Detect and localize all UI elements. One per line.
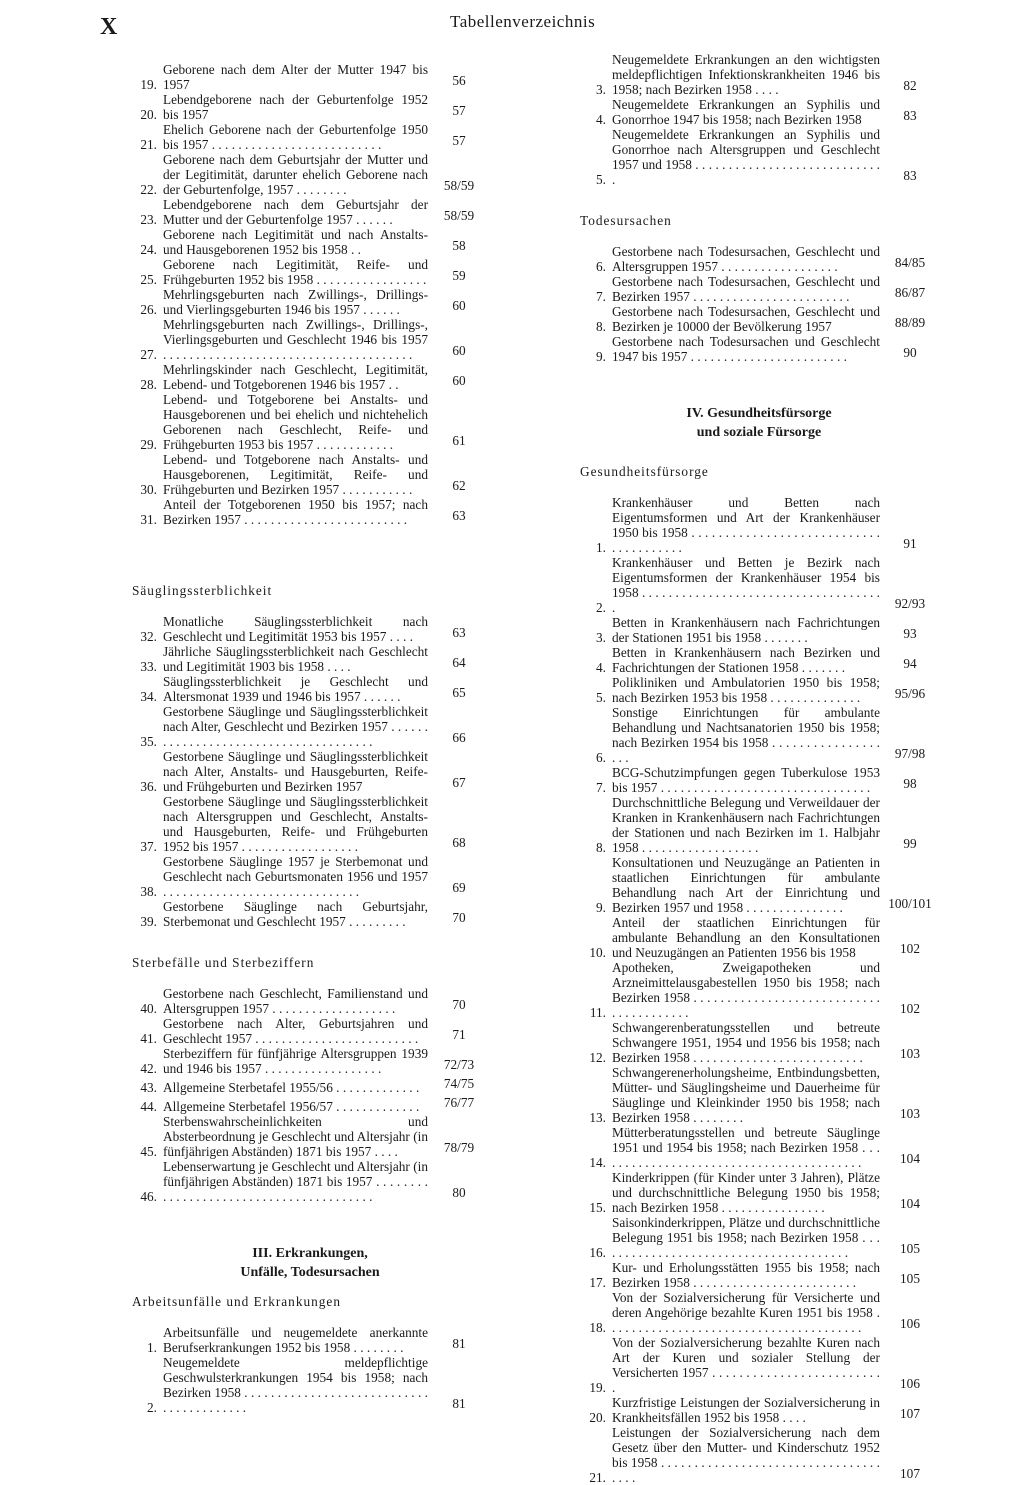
toc-entry-number: 20. (140, 107, 157, 122)
toc-entry-title: Neugemeldete meldepflichtige Geschwulsterkrankungen 1954 bis 1958; nach Bezirken 1958 . . . . . . . . . . . . . . . . . . . . . . . . . . . . . . . . . . . . . . . . . (163, 1355, 428, 1415)
toc-entry-title: Gestorbene Säuglinge und Säuglingssterblichkeit nach Alter, Anstalts- und Hausgeburten, Reife- und Frühgeburten und Bezirken 1957 (163, 749, 428, 794)
right-entries-a (578, 52, 940, 187)
toc-entry-page: 74/75 (443, 1076, 475, 1091)
toc-entry-number: 8. (596, 319, 606, 334)
toc-entry-title: Konsultationen und Neuzugänge an Patienten in staatlichen Einrichtungen für ambulante Behandlung nach Art der Einrichtung und Bezirken 1957 und 1958 . . . . . . . . . . . . . . . (612, 855, 880, 915)
toc-entry-page: 81 (452, 1396, 466, 1411)
left-entries-d (130, 1325, 490, 1415)
toc-entry-page: 60 (452, 298, 466, 313)
toc-entry-page: 58 (452, 238, 466, 253)
toc-entry-title: Geborene nach Legitimität und nach Anstalts- und Hausgeborenen 1952 bis 1958 . . (163, 227, 428, 257)
toc-entry-title: Lebendgeborene nach dem Geburtsjahr der Mutter und der Geburtenfolge 1957 . . . . . . (163, 197, 428, 227)
toc-entry-page: 100/101 (888, 896, 932, 911)
toc-entry-title: Neugemeldete Erkrankungen an den wichtigsten meldepflichtigen Infektionskrankheiten 1946 bis 1958; nach Bezirken 1958 . . . . (612, 52, 880, 97)
toc-entry-page: 65 (452, 685, 466, 700)
toc-entry-number: 1. (596, 540, 606, 555)
toc-entry (578, 645, 940, 675)
toc-entry-page: 83 (903, 168, 917, 183)
toc-entry-page: 58/59 (443, 178, 475, 193)
toc-entry-title: Krankenhäuser und Betten je Bezirk nach Eigentumsformen der Krankenhäuser 1954 bis 1958 . . . . . . . . . . . . . . . . . . . . . . . . . . . . . . . . . . . . . (612, 555, 880, 615)
toc-entry-title: Sonstige Einrichtungen für ambulante Behandlung und Nachtsanatorien 1950 bis 1958; nach Bezirken 1954 bis 1958 . . . . . . . . . . . . . . . . . . . (612, 705, 880, 765)
toc-entry (578, 555, 940, 615)
toc-entry-number: 27. (140, 347, 157, 362)
toc-entry-page: 103 (900, 1106, 920, 1121)
toc-entry-page: 60 (452, 343, 466, 358)
toc-entry-number: 25. (140, 272, 157, 287)
toc-entry-title: Durchschnittliche Belegung und Verweildauer der Kranken in Krankenhäusern nach Fachrichtungen der Stationen und nach Bezirken im 1. Halbjahr 1958 . . . . . . . . . . . . . . . . . . (612, 795, 880, 855)
toc-entry-number: 6. (596, 259, 606, 274)
toc-entry-title: Neugemeldete Erkrankungen an Syphilis und Gonorrhoe nach Altersgruppen und Geschlecht 1957 und 1958 . . . . . . . . . . . . . . . . . . . . . . . . . . . . . (612, 127, 880, 187)
toc-entry (578, 97, 940, 127)
toc-entry-page: 69 (452, 880, 466, 895)
toc-entry-title: Anteil der Totgeborenen 1950 bis 1957; nach Bezirken 1957 . . . . . . . . . . . . . . . . . . . . . . . . . (163, 497, 428, 527)
toc-entry-number: 37. (140, 839, 157, 854)
toc-entry-title: Mehrlingskinder nach Geschlecht, Legitimität, Lebend- und Totgeborenen 1946 bis 1957 . . (163, 362, 428, 392)
left-entries-a (130, 62, 490, 527)
toc-entry-number: 5. (596, 690, 606, 705)
toc-entry-title: Anteil der staatlichen Einrichtungen für ambulante Behandlung an den Konsultationen und Neuzugängen an Patienten 1956 bis 1958 (612, 915, 880, 960)
toc-entry-title: Säuglingssterblichkeit je Geschlecht und Altersmonat 1939 und 1946 bis 1957 . . . . . . (163, 674, 428, 704)
toc-entry-number: 7. (596, 780, 606, 795)
toc-entry-title: Gestorbene Säuglinge und Säuglingssterblichkeit nach Altersgruppen und Geschlecht, Anstalts- und Hausgeburten, Reife- und Frühgeburten 1952 bis 1957 . . . . . . . . . . . . . . . . . . (163, 794, 428, 854)
toc-entry-title: Mehrlingsgeburten nach Zwillings-, Drillings-, Vierlingsgeburten und Geschlecht 1946 bis 1957 . . . . . . . . . . . . . . . . . . . . . . . . . . . . . . . . . . . . . . (163, 317, 428, 362)
toc-entry (578, 52, 940, 97)
toc-entry-title: Mütterberatungsstellen und betreute Säuglinge 1951 und 1954 bis 1958; nach Bezirken 1958 . . . . . . . . . . . . . . . . . . . . . . . . . . . . . . . . . . . . . . . . . (612, 1125, 880, 1170)
toc-entry-page: 83 (903, 108, 917, 123)
part-iii-line2: Unfälle, Todesursachen (240, 1265, 380, 1280)
toc-entry-title: Sterbeziffern für fünfjährige Altersgruppen 1939 und 1946 bis 1957 . . . . . . . . . . . . . . . . . . (163, 1046, 428, 1076)
toc-entry-page: 90 (903, 345, 917, 360)
toc-entry-title: Geborene nach dem Geburtsjahr der Mutter und der Legitimität, darunter ehelich Geborene nach der Geburtenfolge, 1957 . . . . . . . . (163, 152, 428, 197)
toc-entry-title: Lebenserwartung je Geschlecht und Altersjahr (in fünfjährigen Abständen) 1871 bis 1957 . . . . . . . . . . . . . . . . . . . . . . . . . . . . . . . . . . . . . . . . (163, 1159, 428, 1204)
toc-entry-title: Allgemeine Sterbetafel 1956/57 . . . . . . . . . . . . . (163, 1099, 420, 1114)
right-entries-c (578, 495, 940, 1485)
toc-entry-title: Lebend- und Totgeborene nach Anstalts- und Hausgeborenen, Legitimität, Reife- und Frühgeburten und Bezirken 1957 . . . . . . . . . . . (163, 452, 428, 497)
toc-entry-title: Schwangerenberatungsstellen und betreute Schwangere 1951, 1954 und 1956 bis 1958; nach Bezirken 1958 . . . . . . . . . . . . . . . . . . . . . . . . . . (612, 1020, 880, 1065)
toc-entry-number: 23. (140, 212, 157, 227)
toc-entry (130, 287, 490, 317)
toc-entry-page: 84/85 (894, 255, 926, 270)
toc-entry-title: Krankenhäuser und Betten nach Eigentumsformen und Art der Krankenhäuser 1950 bis 1958 . . . . . . . . . . . . . . . . . . . . . . . . . . . . . . . . . . . . . . . (612, 495, 880, 555)
toc-entry-number: 18. (589, 1320, 606, 1335)
section-heading-saeuglingssterblichkeit: Säuglingssterblichkeit (132, 583, 273, 598)
toc-entry-number: 39. (140, 914, 157, 929)
toc-entry-number: 32. (140, 629, 157, 644)
toc-entry-page: 93 (903, 626, 917, 641)
toc-entry-title: Allgemeine Sterbetafel 1955/56 . . . . . . . . . . . . . (163, 1080, 420, 1095)
toc-entry-number: 2. (596, 600, 606, 615)
toc-entry-title: Von der Sozialversicherung für Versicherte und deren Angehörige bezahlte Kuren 1951 bis 1958 . . . . . . . . . . . . . . . . . . . . . . . . . . . . . . . . . . . . . . . (612, 1290, 880, 1335)
toc-entry (130, 794, 490, 854)
toc-entry-title: Gestorbene nach Todesursachen, Geschlecht und Bezirken 1957 . . . . . . . . . . . . . . . . . . . . . . . . (612, 274, 880, 304)
running-title: Tabellenverzeichnis (450, 12, 596, 31)
toc-entry-number: 45. (140, 1144, 157, 1159)
toc-entry-page: 97/98 (894, 746, 926, 761)
toc-entry-page: 76/77 (443, 1095, 475, 1110)
toc-entry-title: Sterbenswahrscheinlichkeiten und Absterbeordnung je Geschlecht und Altersjahr (in fünfjährigen Abständen) 1871 bis 1957 . . . . (163, 1114, 428, 1159)
toc-entry-page: 64 (452, 655, 466, 670)
left-column (130, 62, 490, 1415)
toc-entry (578, 1335, 940, 1395)
toc-entry-page: 72/73 (443, 1057, 475, 1072)
toc-entry-page: 66 (452, 730, 466, 745)
toc-entry-title: Von der Sozialversicherung bezahlte Kuren nach Art der Kuren und sozialer Stellung der Versicherten 1957 . . . . . . . . . . . . . . . . . . . . . . . . . . (612, 1335, 880, 1395)
toc-entry-number: 11. (589, 1005, 606, 1020)
toc-entry-title: Arbeitsunfälle und neugemeldete anerkannte Berufserkrankungen 1952 bis 1958 . . . . . . . . (163, 1325, 428, 1355)
toc-entry-page: 57 (452, 133, 466, 148)
toc-entry-page: 63 (452, 625, 466, 640)
toc-entry-page: 105 (900, 1271, 920, 1286)
toc-entry-number: 14. (589, 1155, 606, 1170)
toc-entry (130, 899, 490, 929)
toc-entry-title: Gestorbene Säuglinge 1957 je Sterbemonat und Geschlecht nach Geburtsmonaten 1956 und 1957 . . . . . . . . . . . . . . . . . . . . . . . . . . . . . . (163, 854, 428, 899)
page-header (0, 0, 1024, 40)
toc-entry-number: 4. (596, 112, 606, 127)
toc-entry-number: 20. (589, 1410, 606, 1425)
toc-entry-page: 94 (903, 656, 917, 671)
toc-entry-title: Jährliche Säuglingssterblichkeit nach Geschlecht und Legitimität 1903 bis 1958 . . . . (163, 644, 428, 674)
toc-entry (130, 392, 490, 452)
toc-entry-title: Polikliniken und Ambulatorien 1950 bis 1958; nach Bezirken 1953 bis 1958 . . . . . . . . . . . . . . (612, 675, 880, 705)
toc-entry-number: 42. (140, 1061, 157, 1076)
toc-entry-page: 102 (900, 941, 920, 956)
toc-entry-number: 3. (596, 630, 606, 645)
toc-entry-title: Schwangerenerholungsheime, Entbindungsbetten, Mütter- und Säuglingsheime und Dauerheime für Säuglinge und Kleinkinder 1950 bis 1958; nach Bezirken 1958 . . . . . . . . (612, 1065, 880, 1125)
toc-entry-page: 59 (452, 268, 466, 283)
toc-entry-page: 71 (452, 1027, 466, 1042)
toc-entry (578, 1020, 940, 1065)
toc-entry (578, 304, 940, 334)
toc-entry-page: 107 (900, 1466, 920, 1481)
section-heading-gesundheitsfuersorge: Gesundheitsfürsorge (580, 464, 709, 479)
toc-entry-page: 61 (452, 433, 466, 448)
toc-entry-number: 31. (140, 512, 157, 527)
toc-entry (130, 452, 490, 497)
toc-entry-number: 3. (596, 82, 606, 97)
toc-entry-number: 40. (140, 1001, 157, 1016)
toc-entry-number: 7. (596, 289, 606, 304)
toc-entry (130, 1016, 490, 1046)
toc-entry (130, 614, 490, 644)
toc-entry-page: 102 (900, 1001, 920, 1016)
toc-entry (578, 1425, 940, 1485)
toc-entry-page: 63 (452, 508, 466, 523)
toc-entry-number: 19. (140, 77, 157, 92)
section-heading-sterbefaelle: Sterbefälle und Sterbeziffern (132, 955, 315, 970)
toc-entry-title: Gestorbene nach Alter, Geburtsjahren und Geschlecht 1957 . . . . . . . . . . . . . . . . . . . . . . . . . (163, 1016, 428, 1046)
section-heading-todesursachen: Todesursachen (580, 213, 672, 228)
toc-entry-title: Kinderkrippen (für Kinder unter 3 Jahren), Plätze und durchschnittliche Belegung 1950 bis 1958; nach Bezirken 1958 . . . . . . . . . . . . . . . . (612, 1170, 880, 1215)
toc-entry-title: Gestorbene nach Geschlecht, Familienstand und Altersgruppen 1957 . . . . . . . . . . . . . . . . . . . (163, 986, 428, 1016)
toc-entry-number: 46. (140, 1189, 157, 1204)
toc-entry-page: 60 (452, 373, 466, 388)
part-iv-line1: IV. Gesundheitsfürsorge (686, 406, 832, 421)
toc-entry-title: Gestorbene Säuglinge nach Geburtsjahr, Sterbemonat und Geschlecht 1957 . . . . . . . . . (163, 899, 428, 929)
toc-entry (578, 960, 940, 1020)
toc-entry (130, 92, 490, 122)
right-column (578, 52, 940, 1485)
toc-entry (578, 274, 940, 304)
toc-entry-number: 17. (589, 1275, 606, 1290)
toc-entry-number: 22. (140, 182, 157, 197)
toc-entry-title: Geborene nach Legitimität, Reife- und Frühgeburten 1952 bis 1958 . . . . . . . . . . . . . . . . . (163, 257, 428, 287)
toc-entry-page: 82 (903, 78, 917, 93)
part-iii-line1: III. Erkrankungen, (252, 1246, 368, 1261)
right-entries-b (578, 244, 940, 364)
toc-entry-page: 70 (452, 910, 466, 925)
toc-entry-title: Lebendgeborene nach der Geburtenfolge 1952 bis 1957 (163, 92, 428, 122)
left-entries-c (130, 986, 490, 1204)
toc-entry-number: 9. (596, 900, 606, 915)
toc-entry (130, 1355, 490, 1415)
toc-entry (578, 765, 940, 795)
toc-entry-number: 30. (140, 482, 157, 497)
toc-entry-title: Kurzfristige Leistungen der Sozialversicherung in Krankheitsfällen 1952 bis 1958 . . . . (612, 1395, 880, 1425)
toc-entry-page: 86/87 (894, 285, 926, 300)
toc-entry (130, 1076, 490, 1095)
toc-entry-page: 67 (452, 775, 466, 790)
toc-entry-number: 4. (596, 660, 606, 675)
toc-entry (130, 197, 490, 227)
toc-entry-number: 9. (596, 349, 606, 364)
toc-entry-page: 91 (903, 536, 917, 551)
toc-entry-number: 28. (140, 377, 157, 392)
toc-entry (578, 1290, 940, 1335)
toc-entry-number: 1. (147, 1340, 157, 1355)
toc-entry-page: 88/89 (894, 315, 926, 330)
toc-entry (578, 127, 940, 187)
toc-entry (578, 1065, 940, 1125)
toc-entry-page: 98 (903, 776, 917, 791)
part-iv-line2: und soziale Fürsorge (696, 425, 822, 440)
left-entries-b (130, 614, 490, 929)
toc-entry (130, 122, 490, 152)
toc-entry (130, 62, 490, 92)
toc-entry (130, 152, 490, 197)
toc-entry (578, 705, 940, 765)
toc-entry-title: BCG-Schutzimpfungen gegen Tuberkulose 1953 bis 1957 . . . . . . . . . . . . . . . . . . . . . . . . . . . . . . . . (612, 765, 880, 795)
toc-entry-page: 58/59 (443, 208, 475, 223)
toc-entry (578, 1395, 940, 1425)
toc-entry-number: 43. (140, 1080, 157, 1095)
toc-entry-page: 95/96 (894, 686, 926, 701)
toc-entry (130, 854, 490, 899)
toc-entry (130, 1114, 490, 1159)
toc-entry-page: 104 (900, 1151, 920, 1166)
toc-entry-page: 80 (452, 1185, 466, 1200)
toc-entry (578, 675, 940, 705)
toc-entry-page: 68 (452, 835, 466, 850)
toc-entry-page: 103 (900, 1046, 920, 1061)
toc-entry (130, 704, 490, 749)
toc-entry-title: Leistungen der Sozialversicherung nach dem Gesetz über den Mutter- und Kinderschutz 1952 bis 1958 . . . . . . . . . . . . . . . . . . . . . . . . . . . . . . . . . . . . . (612, 1425, 880, 1485)
toc-entry-page: 99 (903, 836, 917, 851)
toc-entry (130, 497, 490, 527)
toc-entry-title: Neugemeldete Erkrankungen an Syphilis und Gonorrhoe 1947 bis 1958; nach Bezirken 1958 (612, 97, 880, 127)
section-heading-arbeitsunfaelle: Arbeitsunfälle und Erkrankungen (132, 1294, 341, 1309)
toc-entry-title: Saisonkinderkrippen, Plätze und durchschnittliche Belegung 1951 bis 1958; nach Bezirken 1958 . . . . . . . . . . . . . . . . . . . . . . . . . . . . . . . . . . . . . . . (612, 1215, 880, 1260)
toc-entry-number: 44. (140, 1099, 157, 1114)
toc-entry-number: 21. (140, 137, 157, 152)
toc-entry-number: 41. (140, 1031, 157, 1046)
toc-entry (130, 1046, 490, 1076)
toc-entry (130, 644, 490, 674)
toc-entry-number: 5. (596, 172, 606, 187)
toc-entry-title: Mehrlingsgeburten nach Zwillings-, Drillings- und Vierlingsgeburten 1946 bis 1957 . . . . . . (163, 287, 428, 317)
toc-entry-number: 29. (140, 437, 157, 452)
page-numeral: X (100, 14, 118, 40)
toc-entry (578, 915, 940, 960)
toc-entry-page: 57 (452, 103, 466, 118)
toc-entry-page: 70 (452, 997, 466, 1012)
toc-entry-number: 21. (589, 1470, 606, 1485)
toc-entry (578, 334, 940, 364)
toc-entry-number: 15. (589, 1200, 606, 1215)
toc-entry-number: 36. (140, 779, 157, 794)
toc-entry-number: 34. (140, 689, 157, 704)
toc-entry-title: Betten in Krankenhäusern nach Fachrichtungen der Stationen 1951 bis 1958 . . . . . . . (612, 615, 880, 645)
toc-entry-title: Lebend- und Totgeborene bei Anstalts- und Hausgeborenen und bei ehelich und nichtehelich Geborenen nach Geschlecht, Reife- und Frühgeburten 1953 bis 1957 . . . . . . . . . . . . (163, 392, 428, 452)
toc-entry (578, 795, 940, 855)
toc-entry-number: 19. (589, 1380, 606, 1395)
toc-entry-title: Monatliche Säuglingssterblichkeit nach Geschlecht und Legitimität 1953 bis 1957 . . . . (163, 614, 428, 644)
toc-entry-title: Apotheken, Zweigapotheken und Arzneimittelausgabestellen 1950 bis 1958; nach Bezirken 1958 . . . . . . . . . . . . . . . . . . . . . . . . . . . . . . . . . . . . . . . . (612, 960, 880, 1020)
toc-entry-page: 81 (452, 1336, 466, 1351)
toc-entry-page: 104 (900, 1196, 920, 1211)
toc-entry-title: Ehelich Geborene nach der Geburtenfolge 1950 bis 1957 . . . . . . . . . . . . . . . . . . . . . . . . . . (163, 122, 428, 152)
toc-entry-number: 12. (589, 1050, 606, 1065)
toc-entry (578, 1260, 940, 1290)
toc-entry (130, 749, 490, 794)
toc-entry-number: 13. (589, 1110, 606, 1125)
toc-entry-number: 38. (140, 884, 157, 899)
toc-entry (130, 1325, 490, 1355)
toc-entry (130, 986, 490, 1016)
toc-entry-number: 35. (140, 734, 157, 749)
part-iv-heading (578, 404, 940, 442)
toc-entry (578, 495, 940, 555)
part-iii-heading (130, 1244, 490, 1282)
toc-entry (578, 615, 940, 645)
toc-entry-number: 33. (140, 659, 157, 674)
toc-entry-page: 62 (452, 478, 466, 493)
toc-entry-number: 6. (596, 750, 606, 765)
toc-entry-page: 106 (900, 1376, 920, 1391)
toc-entry-page: 106 (900, 1316, 920, 1331)
toc-entry-title: Gestorbene Säuglinge und Säuglingssterblichkeit nach Alter, Geschlecht und Bezirken 1957 . . . . . . . . . . . . . . . . . . . . . . . . . . . . . . . . . . . . . . (163, 704, 428, 749)
toc-entry-number: 16. (589, 1245, 606, 1260)
toc-entry-title: Kur- und Erholungsstätten 1955 bis 1958; nach Bezirken 1958 . . . . . . . . . . . . . . . . . . . . . . . . . (612, 1260, 880, 1290)
toc-entry (578, 1170, 940, 1215)
toc-entry (130, 1095, 490, 1114)
toc-entry (130, 1159, 490, 1204)
toc-entry-page: 78/79 (443, 1140, 475, 1155)
toc-entry-number: 2. (147, 1400, 157, 1415)
toc-entry-number: 8. (596, 840, 606, 855)
toc-entry (578, 244, 940, 274)
toc-entry (578, 855, 940, 915)
toc-entry (578, 1215, 940, 1260)
toc-entry-title: Betten in Krankenhäusern nach Bezirken und Fachrichtungen der Stationen 1958 . . . . . . . (612, 645, 880, 675)
toc-entry-title: Gestorbene nach Todesursachen und Geschlecht 1947 bis 1957 . . . . . . . . . . . . . . . . . . . . . . . . (612, 334, 880, 364)
toc-entry (578, 1125, 940, 1170)
toc-entry-number: 26. (140, 302, 157, 317)
toc-entry-page: 56 (452, 73, 466, 88)
toc-entry-page: 92/93 (894, 596, 926, 611)
toc-entry (130, 257, 490, 287)
toc-entry-title: Geborene nach dem Alter der Mutter 1947 bis 1957 (163, 62, 428, 92)
toc-entry (130, 227, 490, 257)
toc-entry-number: 10. (589, 945, 606, 960)
toc-entry (130, 674, 490, 704)
toc-entry-title: Gestorbene nach Todesursachen, Geschlecht und Altersgruppen 1957 . . . . . . . . . . . . . . . . . . (612, 244, 880, 274)
toc-entry-page: 107 (900, 1406, 920, 1421)
toc-entry-title: Gestorbene nach Todesursachen, Geschlecht und Bezirken je 10000 der Bevölkerung 1957 (612, 304, 880, 334)
toc-entry (130, 362, 490, 392)
toc-entry-number: 24. (140, 242, 157, 257)
toc-entry (130, 317, 490, 362)
toc-entry-page: 105 (900, 1241, 920, 1256)
